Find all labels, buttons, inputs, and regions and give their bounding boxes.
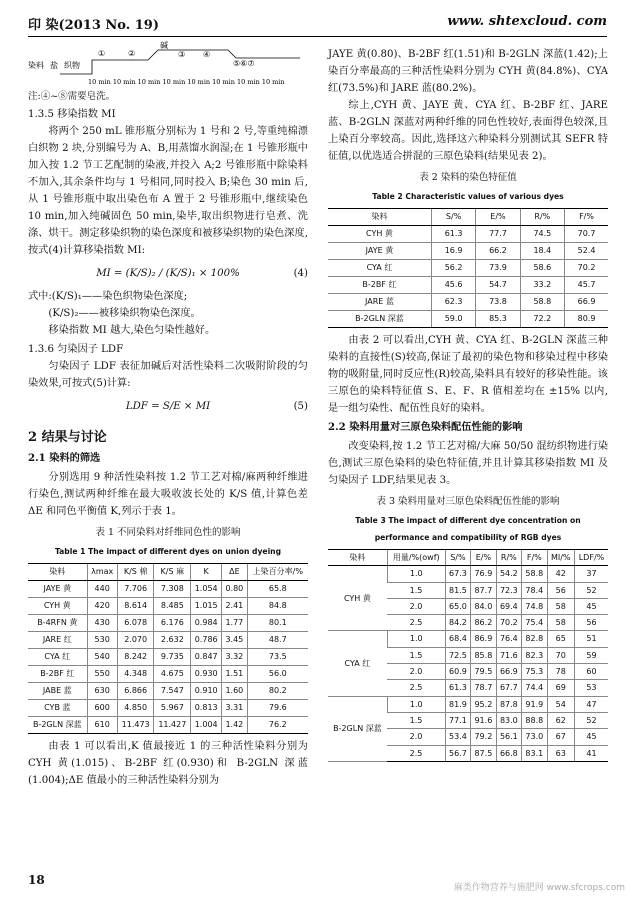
table-cell: 87.8 bbox=[496, 696, 521, 712]
table-cell: 54.2 bbox=[496, 566, 521, 582]
table-cell: CYA 红 bbox=[328, 260, 431, 277]
table-cell: 80.1 bbox=[247, 615, 308, 632]
table-cell: 72.3 bbox=[496, 582, 521, 598]
table-header-cell: F/% bbox=[565, 209, 608, 226]
table-cell: 1.42 bbox=[222, 717, 247, 734]
table-header-cell: 上染百分率/% bbox=[247, 564, 308, 581]
svg-text:②: ② bbox=[128, 49, 136, 58]
paragraph: 匀染因子 LDF 表征加碱后对活性染料二次吸附阶段的匀染效果,可按式(5)计算: bbox=[28, 361, 308, 389]
svg-text:①: ① bbox=[98, 49, 106, 58]
table-cell: 7.547 bbox=[154, 683, 191, 700]
table-cell: 1.054 bbox=[191, 581, 222, 598]
table-cell: 0.80 bbox=[222, 581, 247, 598]
table-cell: 8.614 bbox=[117, 598, 154, 615]
table-cell: 47 bbox=[574, 696, 608, 712]
table-cell: 58.6 bbox=[520, 260, 564, 277]
table-2 bbox=[328, 208, 608, 328]
table-cell: 62.3 bbox=[431, 294, 475, 311]
watermark: 麻类作物营养与施肥网 www.sfcrops.com bbox=[453, 883, 625, 893]
table-cell: 70.2 bbox=[496, 615, 521, 631]
equation-5 bbox=[28, 398, 308, 415]
table-group-cell: CYH 黄 bbox=[328, 566, 387, 631]
table-cell: 9.735 bbox=[154, 649, 191, 666]
table-cell: 66.9 bbox=[565, 294, 608, 311]
table-3-caption: 表 3 染料用量对三原色染料配伍性能的影响 bbox=[376, 496, 560, 507]
table-header-cell: R/% bbox=[496, 550, 521, 566]
table-cell: 2.5 bbox=[387, 680, 445, 696]
section-1-3-5: 1.3.5 移染指数 MI bbox=[28, 109, 116, 120]
table-cell: 78.7 bbox=[471, 680, 496, 696]
table-cell: 56 bbox=[547, 582, 574, 598]
table-row bbox=[28, 649, 308, 666]
table-3-english-caption: Table 3 The impact of different dye concentration on performance and compatibility of RGB dyes bbox=[355, 516, 581, 542]
table-cell: 81.5 bbox=[445, 582, 470, 598]
table-cell: 79.2 bbox=[471, 729, 496, 745]
table-cell: 1.51 bbox=[222, 666, 247, 683]
table-cell: 0.984 bbox=[191, 615, 222, 632]
table-row bbox=[28, 700, 308, 717]
table-cell: 86.9 bbox=[471, 631, 496, 647]
table-cell: JAYE 黄 bbox=[28, 581, 87, 598]
table-cell: 75.4 bbox=[522, 615, 547, 631]
table-row bbox=[28, 666, 308, 683]
table-cell: 72.5 bbox=[445, 647, 470, 663]
table-cell: 56.7 bbox=[445, 745, 470, 761]
table-cell: 0.930 bbox=[191, 666, 222, 683]
paragraph: JAYE 黄(0.80)、B-2BF 红(1.51)和 B-2GLN 深蓝(1.42);上染百分率最高的三种活性染料分别为 CYH 黄(84.8%)、CYA 红(73.5%)和 JARE 蓝(80.2%)。 bbox=[328, 49, 608, 94]
diagram-note: 注:④~⑧需要皂洗。 bbox=[28, 91, 116, 102]
table-cell: 1.5 bbox=[387, 647, 445, 663]
table-cell: 68.4 bbox=[445, 631, 470, 647]
where-line: 移染指数 MI 越大,染色匀染性越好。 bbox=[48, 325, 216, 336]
paragraph: 由表 1 可以看出,K 值最接近 1 的三种活性染料分别为 CYH 黄(1.015)、B-2BF 红(0.930)和 B-2GLN 深蓝(1.004);ΔE 值最小的三种活性染料分别为 bbox=[28, 741, 308, 786]
table-cell: CYB 蓝 bbox=[28, 700, 87, 717]
table-row bbox=[28, 683, 308, 700]
table-cell: 84.0 bbox=[471, 598, 496, 614]
table-cell: 7.308 bbox=[154, 581, 191, 598]
table-cell: 3.45 bbox=[222, 632, 247, 649]
table-cell: 71.6 bbox=[496, 647, 521, 663]
table-cell: 88.8 bbox=[522, 712, 547, 728]
section-1-3-6: 1.3.6 匀染因子 LDF bbox=[28, 344, 124, 355]
table-header-cell: S/% bbox=[445, 550, 470, 566]
table-cell: 550 bbox=[87, 666, 117, 683]
table-cell: 78 bbox=[547, 664, 574, 680]
table-cell: 6.866 bbox=[117, 683, 154, 700]
table-cell: 56.0 bbox=[247, 666, 308, 683]
table-cell: 81.9 bbox=[445, 696, 470, 712]
equation-text: LDF = S/E × MI bbox=[125, 401, 211, 412]
table-cell: 58 bbox=[547, 615, 574, 631]
table-cell: 0.813 bbox=[191, 700, 222, 717]
table-row bbox=[328, 243, 608, 260]
table-cell: 70 bbox=[547, 647, 574, 663]
table-cell: 95.2 bbox=[471, 696, 496, 712]
table-cell: 58.8 bbox=[522, 566, 547, 582]
left-column bbox=[28, 41, 308, 789]
table-cell: 65 bbox=[547, 631, 574, 647]
table-cell: 80.2 bbox=[247, 683, 308, 700]
paragraph: 分别选用 9 种活性染料按 1.2 节工艺对棉/麻两种纤维进行染色,测试两种纤维在最大吸收波长处的 K/S 值,计算色差 ΔE 和同色平衡值 K,列示于表 1。 bbox=[28, 472, 308, 517]
table-header-cell: F/% bbox=[522, 550, 547, 566]
table-cell: 630 bbox=[87, 683, 117, 700]
paragraph: 综上,CYH 黄、JAYE 黄、CYA 红、B-2BF 红、JARE 蓝、B-2GLN 深蓝对两种纤维的同色性较好,表面得色较深,且上染百分率较高。因此,选择这六种染料分别测试其 SEFR 特征值,以优选适合拼混的三原色染料(结果见表 2)。 bbox=[328, 100, 608, 162]
table-cell: 1.5 bbox=[387, 582, 445, 598]
table-1-english-caption: Table 1 The impact of different dyes on union dyeing bbox=[54, 547, 282, 556]
equation-text: MI = (K/S)₂ / (K/S)₁ × 100% bbox=[96, 268, 240, 279]
table-1 bbox=[28, 563, 308, 734]
table-cell: JARE 红 bbox=[28, 632, 87, 649]
table-cell: 75.3 bbox=[522, 664, 547, 680]
table-cell: 54.7 bbox=[476, 277, 520, 294]
table-header-cell: S/% bbox=[431, 209, 475, 226]
table-cell: 16.9 bbox=[431, 243, 475, 260]
table-cell: 33.2 bbox=[520, 277, 564, 294]
table-2-caption: 表 2 染料的染色特征值 bbox=[419, 172, 517, 183]
table-cell: 87.5 bbox=[471, 745, 496, 761]
table-row bbox=[328, 631, 608, 647]
table-cell: 79.6 bbox=[247, 700, 308, 717]
table-cell: 610 bbox=[87, 717, 117, 734]
table-group-cell: CYA 红 bbox=[328, 631, 387, 696]
table-cell: CYH 黄 bbox=[28, 598, 87, 615]
table-cell: 58.8 bbox=[520, 294, 564, 311]
table-cell: 52 bbox=[574, 582, 608, 598]
table-cell: 74.4 bbox=[522, 680, 547, 696]
table-cell: B-4RFN 黄 bbox=[28, 615, 87, 632]
table-cell: 70.7 bbox=[565, 226, 608, 243]
table-cell: JAYE 黄 bbox=[328, 243, 431, 260]
table-cell: 6.078 bbox=[117, 615, 154, 632]
table-header-cell: λmax bbox=[87, 564, 117, 581]
right-column bbox=[328, 46, 608, 762]
table-cell: 80.9 bbox=[565, 311, 608, 328]
table-cell: 2.632 bbox=[154, 632, 191, 649]
table-cell: 67.3 bbox=[445, 566, 470, 582]
table-row bbox=[328, 566, 608, 582]
table-cell: 0.786 bbox=[191, 632, 222, 649]
table-1-caption: 表 1 不同染料对纤维同色性的影响 bbox=[95, 527, 241, 538]
table-header-cell: ΔE bbox=[222, 564, 247, 581]
table-cell: 3.31 bbox=[222, 700, 247, 717]
table-row bbox=[328, 696, 608, 712]
table-row bbox=[328, 294, 608, 311]
table-cell: 91.6 bbox=[471, 712, 496, 728]
table-cell: 6.176 bbox=[154, 615, 191, 632]
table-cell: 45.6 bbox=[431, 277, 475, 294]
table-header-cell: K/S 棉 bbox=[117, 564, 154, 581]
table-cell: 70.2 bbox=[565, 260, 608, 277]
table-cell: B-2BF 红 bbox=[28, 666, 87, 683]
table-cell: 83.1 bbox=[522, 745, 547, 761]
table-header-cell: E/% bbox=[476, 209, 520, 226]
table-cell: 2.5 bbox=[387, 615, 445, 631]
table-cell: 65.0 bbox=[445, 598, 470, 614]
table-header-cell: LDF/% bbox=[574, 550, 608, 566]
table-cell: 56 bbox=[574, 615, 608, 631]
table-cell: 4.675 bbox=[154, 666, 191, 683]
table-cell: 1.5 bbox=[387, 712, 445, 728]
table-3 bbox=[328, 549, 608, 762]
journal-url: www. shtexcloud. com bbox=[447, 14, 607, 29]
paragraph: 改变染料,按 1.2 节工艺对棉/大麻 50/50 混纺织物进行染色,测试三原色染料的染色特征值,并且计算其移染指数 MI 及匀染因子 LDF,结果见表 3。 bbox=[328, 441, 608, 486]
table-cell: 1.0 bbox=[387, 631, 445, 647]
page-header bbox=[28, 6, 607, 37]
table-cell: 72.2 bbox=[520, 311, 564, 328]
table-cell: 1.0 bbox=[387, 696, 445, 712]
table-cell: 76.2 bbox=[247, 717, 308, 734]
table-row bbox=[328, 311, 608, 328]
table-cell: 73.0 bbox=[522, 729, 547, 745]
table-cell: 440 bbox=[87, 581, 117, 598]
table-cell: 8.242 bbox=[117, 649, 154, 666]
table-cell: 87.7 bbox=[471, 582, 496, 598]
svg-text:③: ③ bbox=[178, 50, 186, 59]
section-2-title: 2 结果与讨论 bbox=[28, 430, 107, 445]
table-cell: 8.485 bbox=[154, 598, 191, 615]
table-cell: 48.7 bbox=[247, 632, 308, 649]
table-cell: 540 bbox=[87, 649, 117, 666]
table-cell: 52 bbox=[574, 712, 608, 728]
table-cell: 82.3 bbox=[522, 647, 547, 663]
table-cell: 2.5 bbox=[387, 745, 445, 761]
table-cell: 63 bbox=[547, 745, 574, 761]
table-cell: 2.0 bbox=[387, 664, 445, 680]
table-group-cell: B-2GLN 深蓝 bbox=[328, 696, 387, 761]
table-cell: 74.5 bbox=[520, 226, 564, 243]
table-cell: 77.1 bbox=[445, 712, 470, 728]
process-diagram bbox=[28, 41, 308, 104]
table-header-cell: K bbox=[191, 564, 222, 581]
svg-text:⑤⑥⑦: ⑤⑥⑦ bbox=[233, 59, 255, 68]
paragraph: 由表 2 可以看出,CYH 黄、CYA 红、B-2GLN 深蓝三种染料的直接性(S)较高,保证了最初的染色物和移染过程中移染物的吸附量,同时反应性(R)较高,染料具有较好的移染性能。该三原色的染料特征值 S、E、F、R 值相差均在 ±15% 以内,是一组匀染性、配伍性良好的染料。 bbox=[328, 335, 608, 414]
table-cell: 58 bbox=[547, 598, 574, 614]
table-cell: 74.8 bbox=[522, 598, 547, 614]
svg-text:盐: 盐 bbox=[50, 61, 58, 70]
table-row bbox=[28, 581, 308, 598]
table-cell: 85.3 bbox=[476, 311, 520, 328]
table-cell: JABE 蓝 bbox=[28, 683, 87, 700]
table-cell: 60 bbox=[574, 664, 608, 680]
table-cell: 37 bbox=[574, 566, 608, 582]
table-cell: 56.2 bbox=[431, 260, 475, 277]
table-cell: 65.8 bbox=[247, 581, 308, 598]
table-cell: 56.1 bbox=[496, 729, 521, 745]
table-cell: 1.015 bbox=[191, 598, 222, 615]
table-cell: 53 bbox=[574, 680, 608, 696]
table-cell: B-2GLN 深蓝 bbox=[28, 717, 87, 734]
table-header-cell: E/% bbox=[471, 550, 496, 566]
table-cell: 4.348 bbox=[117, 666, 154, 683]
table-row bbox=[28, 598, 308, 615]
table-cell: 66.2 bbox=[476, 243, 520, 260]
table-cell: 73.5 bbox=[247, 649, 308, 666]
table-cell: 3.32 bbox=[222, 649, 247, 666]
table-cell: 76.4 bbox=[496, 631, 521, 647]
table-cell: 76.9 bbox=[471, 566, 496, 582]
equation-number: (5) bbox=[293, 401, 308, 412]
table-cell: 1.77 bbox=[222, 615, 247, 632]
table-cell: 52.4 bbox=[565, 243, 608, 260]
table-cell: 18.4 bbox=[520, 243, 564, 260]
table-cell: 82.8 bbox=[522, 631, 547, 647]
table-cell: 91.9 bbox=[522, 696, 547, 712]
table-cell: 69 bbox=[547, 680, 574, 696]
table-cell: 85.8 bbox=[471, 647, 496, 663]
table-cell: 420 bbox=[87, 598, 117, 615]
table-cell: 73.8 bbox=[476, 294, 520, 311]
table-header-cell: MI/% bbox=[547, 550, 574, 566]
table-cell: 45.7 bbox=[565, 277, 608, 294]
table-cell: 84.2 bbox=[445, 615, 470, 631]
table-cell: 4.850 bbox=[117, 700, 154, 717]
paragraph: 将两个 250 mL 锥形瓶分别标为 1 号和 2 号,等重纯棉漂白织物 2 块,分别编号为 A、B,用蒸馏水润湿;在 1 号锥形瓶中加入按 1.2 节工艺配制的染液,并投入 A;2 号锥形瓶中除染料不加入,其余条件均与 1 号相同,同时投入 B;染色 30 min 后,从 1 号锥形瓶中取出染色布 A 置于 2 号锥形瓶中,继续染色 10 min,加入纯碱固色 50 min,染毕,取出织物进行皂煮、洗涤、烘干。测定移染织物的染色深度和被移染织物的染色深度,按式(4)计算移染指数 MI: bbox=[28, 126, 308, 256]
table-cell: 66.9 bbox=[496, 664, 521, 680]
table-cell: 54 bbox=[547, 696, 574, 712]
table-cell: 61.3 bbox=[445, 680, 470, 696]
table-cell: 600 bbox=[87, 700, 117, 717]
table-header-cell: 染料 bbox=[28, 564, 87, 581]
table-cell: 84.8 bbox=[247, 598, 308, 615]
table-cell: 78.4 bbox=[522, 582, 547, 598]
table-cell: 2.41 bbox=[222, 598, 247, 615]
table-cell: 67.7 bbox=[496, 680, 521, 696]
table-cell: CYA 红 bbox=[28, 649, 87, 666]
table-cell: 69.4 bbox=[496, 598, 521, 614]
table-cell: 2.0 bbox=[387, 598, 445, 614]
equation-4 bbox=[28, 265, 308, 282]
table-cell: 53.4 bbox=[445, 729, 470, 745]
table-cell: 0.847 bbox=[191, 649, 222, 666]
equation-number: (4) bbox=[293, 268, 308, 279]
table-row bbox=[28, 632, 308, 649]
table-header-cell: 染料 bbox=[328, 550, 387, 566]
table-cell: 1.60 bbox=[222, 683, 247, 700]
table-cell: 45 bbox=[574, 598, 608, 614]
table-cell: 59 bbox=[574, 647, 608, 663]
table-cell: B-2GLN 深蓝 bbox=[328, 311, 431, 328]
page-number: 18 bbox=[28, 873, 45, 887]
table-row bbox=[28, 717, 308, 734]
table-cell: CYH 黄 bbox=[328, 226, 431, 243]
where-line: 式中:(K/S)₁——染色织物染色深度; bbox=[28, 291, 188, 302]
section-2-1-title: 2.1 染料的筛选 bbox=[28, 452, 101, 464]
table-cell: 67 bbox=[547, 729, 574, 745]
table-row bbox=[28, 615, 308, 632]
table-cell: 0.910 bbox=[191, 683, 222, 700]
table-cell: 61.3 bbox=[431, 226, 475, 243]
table-cell: 51 bbox=[574, 631, 608, 647]
table-cell: 86.2 bbox=[471, 615, 496, 631]
table-cell: 60.9 bbox=[445, 664, 470, 680]
table-row bbox=[328, 260, 608, 277]
table-cell: 5.967 bbox=[154, 700, 191, 717]
table-cell: 530 bbox=[87, 632, 117, 649]
svg-text:④: ④ bbox=[203, 50, 211, 59]
table-header-cell: 用量/%(owf) bbox=[387, 550, 445, 566]
table-cell: B-2BF 红 bbox=[328, 277, 431, 294]
table-cell: 11.427 bbox=[154, 717, 191, 734]
table-header-cell: R/% bbox=[520, 209, 564, 226]
table-cell: 11.473 bbox=[117, 717, 154, 734]
table-cell: 73.9 bbox=[476, 260, 520, 277]
table-cell: 1.0 bbox=[387, 566, 445, 582]
table-2-english-caption: Table 2 Characteristic values of various dyes bbox=[372, 192, 564, 201]
table-row bbox=[328, 277, 608, 294]
table-cell: 1.004 bbox=[191, 717, 222, 734]
table-cell: 2.0 bbox=[387, 729, 445, 745]
process-curve bbox=[28, 41, 308, 86]
table-cell: 41 bbox=[574, 745, 608, 761]
table-cell: 430 bbox=[87, 615, 117, 632]
table-cell: JARE 蓝 bbox=[328, 294, 431, 311]
table-cell: 7.706 bbox=[117, 581, 154, 598]
journal-issue: 印 染(2013 No. 19) bbox=[28, 18, 160, 33]
table-header-cell: K/S 麻 bbox=[154, 564, 191, 581]
table-cell: 2.070 bbox=[117, 632, 154, 649]
table-row bbox=[328, 226, 608, 243]
table-cell: 45 bbox=[574, 729, 608, 745]
table-cell: 42 bbox=[547, 566, 574, 582]
svg-text:染料: 染料 bbox=[28, 61, 44, 70]
table-cell: 79.5 bbox=[471, 664, 496, 680]
svg-text:碱: 碱 bbox=[160, 41, 168, 50]
table-cell: 59.0 bbox=[431, 311, 475, 328]
where-line: (K/S)₂——被移染织物染色深度。 bbox=[48, 308, 201, 319]
svg-text:织物: 织物 bbox=[64, 61, 80, 70]
table-cell: 77.7 bbox=[476, 226, 520, 243]
svg-text:10 min 10 min 10 min 10 min 10: 10 min 10 min 10 min 10 min 10 min 10 min 10 min 10 min bbox=[88, 78, 285, 86]
section-2-2-title: 2.2 染料用量对三原色染料配伍性能的影响 bbox=[328, 421, 523, 433]
table-cell: 66.8 bbox=[496, 745, 521, 761]
table-cell: 62 bbox=[547, 712, 574, 728]
table-header-cell: 染料 bbox=[328, 209, 431, 226]
table-cell: 83.0 bbox=[496, 712, 521, 728]
